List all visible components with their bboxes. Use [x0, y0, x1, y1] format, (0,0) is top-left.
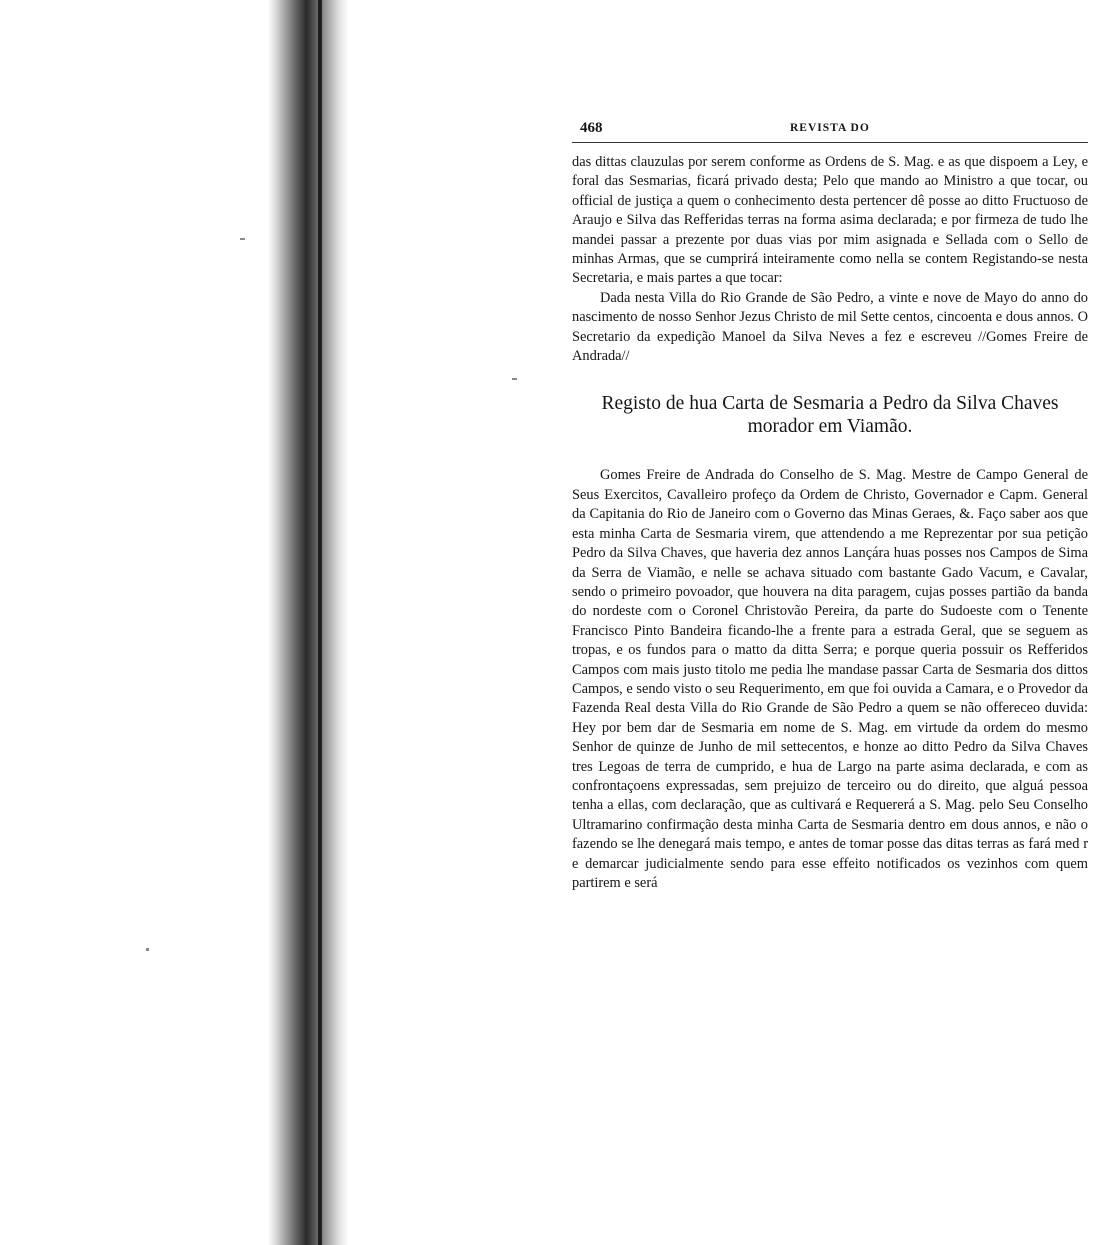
- page-header: [572, 120, 1088, 143]
- book-spine-line: [318, 0, 322, 1245]
- page-number: 468: [580, 120, 603, 136]
- scan-speck: [146, 948, 149, 951]
- paragraph-dating: Dada nesta Villa do Rio Grande de São Pedro, a vinte e nove de Mayo do anno do nascimento de nosso Senhor Jezus Christo de mil Sette centos, cincoenta e dous annos. O Secretario da expedição Manoel da Silva Neves a fez e escreveu //Gomes Freire de Andrada//: [572, 289, 1088, 365]
- book-gutter-shadow: [268, 0, 348, 1245]
- scan-speck: [512, 378, 517, 380]
- section-title: Registo de hua Carta de Sesmaria a Pedro da Silva Chaves morador em Viamão.: [601, 393, 1059, 438]
- body-text: [572, 153, 1088, 893]
- scan-speck: [240, 238, 245, 240]
- running-head: REVISTA DO: [790, 122, 870, 134]
- paragraph-main: Gomes Freire de Andrada do Conselho de S. Mag. Mestre de Campo General de Seus Exercitos, Cavalleiro profeço da Ordem de Christo, Governador e Capm. General da Capitania do Rio de Janeiro com o Governo das Minas Geraes, &. Faço saber aos que esta minha Carta de Sesmaria virem, que attendendo a me Reprezentar por sua petição Pedro da Silva Chaves, que haveria dez annos Lançára huas posses nos Campos de Sima da Serra de Viamão, e nelle se achava situado com bastante Gado Vacum, e Cavalar, sendo o primeiro povoador, que houvera na dita paragem, cujas posses partião da banda do nordeste com o Coronel Christovão Pereira, da parte do Sudoeste com o Tenente Francisco Pinto Bandeira ficando-lhe a frente para a estrada Geral, que se seguem as tropas, e os fundos para o matto da ditta Serra; e porque queria possuir os Refferidos Campos com mais justo titolo me pedia lhe mandase passar Carta de Sesmaria dos dittos Campos, e sendo visto o seu Requerimento, em que foi ouvida a Camara, e o Provedor da Fazenda Real desta Villa do Rio Grande de São Pedro a quem se não offereceo duvida: Hey por bem dar de Sesmaria em nome de S. Mag. em virtude da ordem do mesmo Senhor de quinze de Junho de mil settecentos, e honze ao ditto Pedro da Silva Chaves tres Legoas de terra de cumprido, e hua de Largo na parte asima declarada, e com as confrontaçoens expressadas, sem prejuizo de terceiro ou do direito, que alguá pessoa tenha a ellas, com declaração, que as cultivará e Requererá a S. Mag. pelo Seu Conselho Ultramarino confirmação desta minha Carta de Sesmaria dentro em dous annos, e não o fazendo se lhe denegará mais tempo, e antes de tomar posse das ditas terras as fará med r e demarcar judicialmente sendo para esse effeito notificados os vezinhos com quem partirem e será: [572, 467, 1088, 891]
- document-page: [572, 120, 1088, 893]
- paragraph-continuation: das dittas clauzulas por serem conforme as Ordens de S. Mag. e as que dispoem a Ley, e foral das Sesmarias, ficará privado desta; Pelo que mando ao Ministro a que tocar, ou official de justiça a quem o conhecimento desta pertencer dê posse ao ditto Fructuoso de Araujo e Silva das Refferidas terras na forma asima declarada; e por firmeza de tudo lhe mandei passar a prezente por duas vias por mim asignada e Sellada com o Sello de minhas Armas, que se cumprirá inteiramente como nella se contem Registando-se nesta Secretaria, e mais partes a que tocar:: [572, 154, 1088, 287]
